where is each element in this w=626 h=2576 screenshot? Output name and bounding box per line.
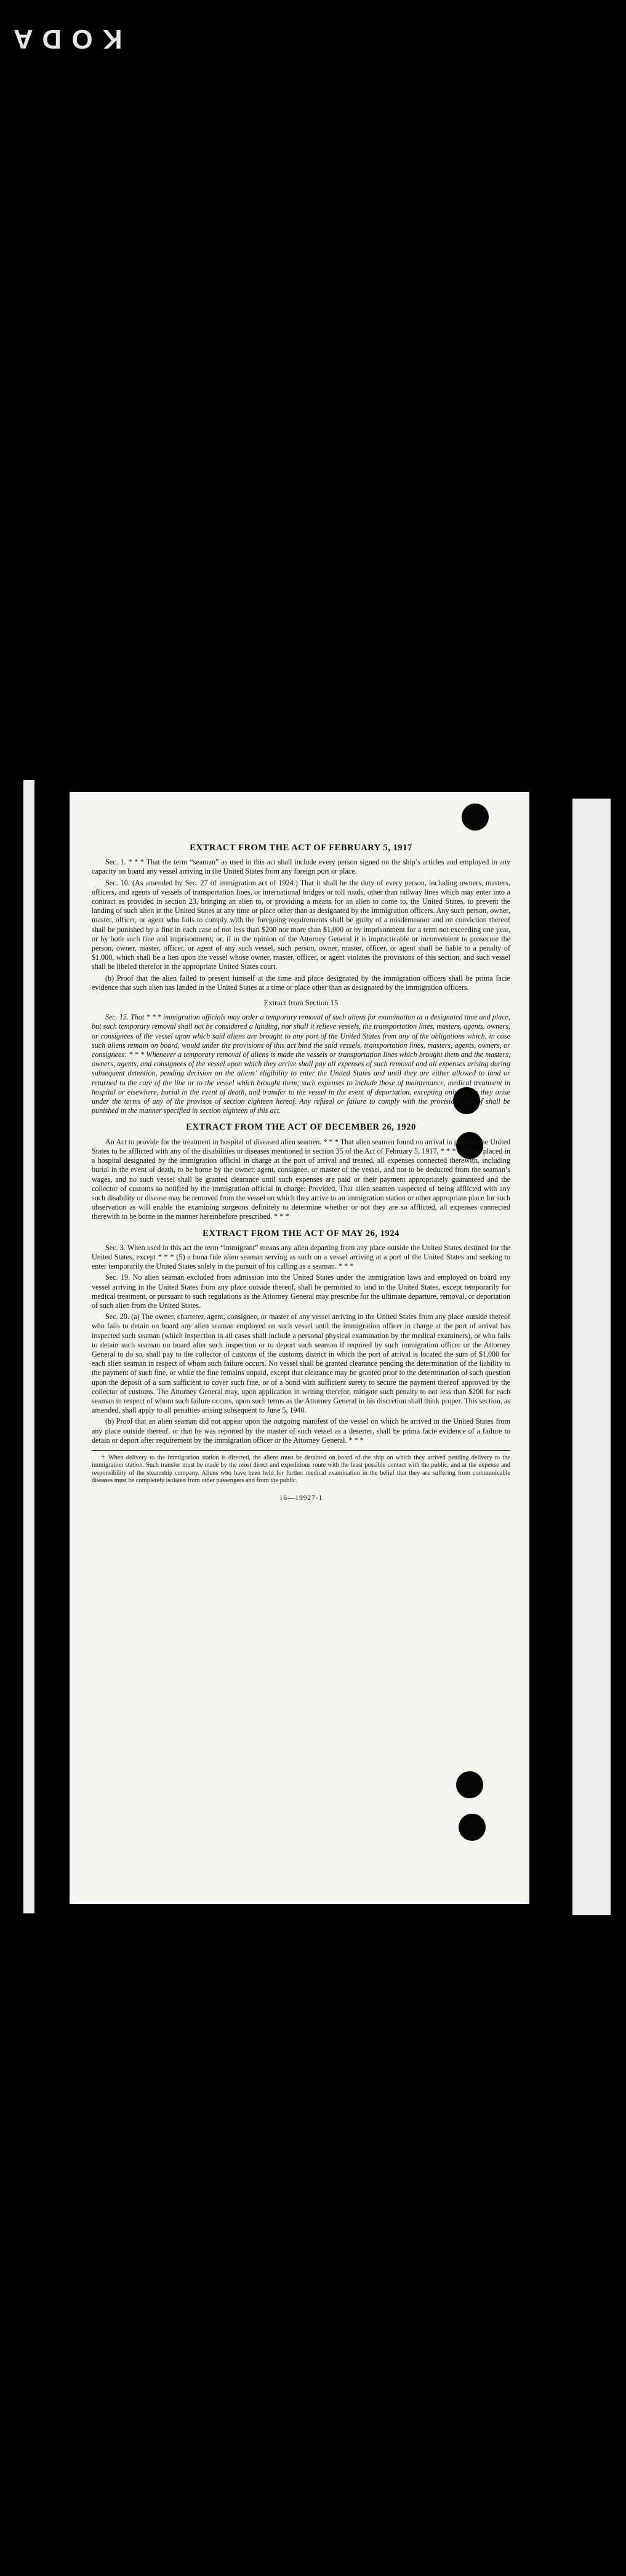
paragraph: (b) Proof that an alien seaman did not appear upon the outgoing manifest of the vessel on which he arrived in the United States from any place outside thereof, or that he was reported by the master of such vessel as a deserter, shall be prima facie evidence of a failure to detain or deport after requirement by the immigration officer or the Attorney General. * * * xyxy=(92,1417,510,1445)
punch-hole xyxy=(459,1814,486,1841)
paragraph: Sec. 20. (a) The owner, charterer, agent, consignee, or master of any vessel arriving in the United States from any place outside thereof who fails to detain on board any alien seaman employed on such vessel until the immigration officer in charge at the port of arrival has inspected such seaman (which inspection in all cases shall include a personal physical examination by the medical examiners), or who fails to detain such seaman on board after such inspection or to deport such seaman if required by such immigration officer or the Attorney General to do so, shall pay to the collector of customs of the customs district in which the port of arrival is located the sum of $1,000 for each alien seaman in respect of whom such failure occurs. No vessel shall be granted clearance pending the determination of the liability to the payment of such fine, or while the fine remains unpaid, except that clearance may be granted prior to the determination of such question upon the deposit of a sum sufficient to cover such fine, or of a bond with sufficient surety to secure the payment thereof approved by the collector of customs. The Attorney General may, upon application in writing therefor, mitigate such penalty to not less than $200 for each seaman in respect of whom such failure occurs, upon such terms as the Attorney General in his discretion shall think proper. This section, as amended, shall apply to all penalties arising subsequent to June 5, 1940. xyxy=(92,1312,510,1415)
document-text xyxy=(92,836,510,1503)
paragraph: Sec. 15. That * * * immigration officials may order a temporary removal of such aliens for examination at a designated time and place, but such temporary removal shall not be considered a landing, nor shall it relieve vessels, the transportation lines, masters, agents, owners, or consignees of the vessel upon which said aliens are brought to any port of the United States from any of the obligations which, in case such aliens remain on board, would under the provisions of this act bind the said vessels, transportation lines, masters, agents, owners, or consignees: * * * Whenever a temporary removal of aliens is made the vessels or transportation lines which brought them and the masters, owners, agents, and consignees of the vessel upon which they arrive shall pay all expenses of such removal and all expenses arising during subsequent detention, pending decision on the aliens’ eligibility to enter the United States and until they are either allowed to land or returned to the care of the line or to the vessel which brought them; such expenses to include those of maintenance, medical treatment in hospital or elsewhere, burial in the event of death, and transfer to the vessel in the event of deportation, excepting only where they arise under the terms of any of the provisos of section eighteen hereof. Any refusal or failure to comply with the provisions hereof shall be punished in the manner specified in section eighteen of this act. xyxy=(92,1013,510,1115)
page-number: 16—19927-1 xyxy=(279,1494,323,1502)
document-page xyxy=(70,792,529,1904)
paragraph: (b) Proof that the alien failed to present himself at the time and place designated by the immigration officers shall be prima facie evidence that such alien has landed in the United States at a time or place other than as designated by the immigration officers. xyxy=(92,973,510,992)
section-heading: EXTRACT FROM THE ACT OF DECEMBER 26, 1920 xyxy=(186,1122,416,1133)
punch-hole xyxy=(456,1771,483,1798)
paragraph: Sec. 1. * * * That the term “seaman” as used in this act shall include every person signed on the ship’s articles and employed in any capacity on board any vessel arriving in the United States from any foreign port or place. xyxy=(92,858,510,876)
section-heading: EXTRACT FROM THE ACT OF MAY 26, 1924 xyxy=(203,1228,399,1238)
adjacent-frame-left xyxy=(23,780,34,1913)
paragraph: Sec. 19. No alien seaman excluded from admission into the United States under the immigration laws and employed on board any vessel arriving in the United States from any place outside thereof, shall be permitted to land in the United States, except temporarily for medical treatment, or pursuant to such regulations as the Attorney General may prescribe for the ultimate departure, removal, or deportation of such alien from the United States. xyxy=(92,1273,510,1310)
punch-hole xyxy=(462,804,489,831)
section-heading: EXTRACT FROM THE ACT OF FEBRUARY 5, 1917 xyxy=(190,843,412,853)
adjacent-frame-right xyxy=(572,799,611,1915)
footnote-divider xyxy=(92,1450,510,1451)
kodak-edge-text: K O D A xyxy=(12,24,122,54)
footnote: † When delivery to the immigration station is directed, the aliens must be detained on board of the ship on which they arrived pending delivery to the immigration station. Such transfer must be made by the most direct and expeditious route with the least possible contact with the public, and at the expense and responsibility of the steamship company. Aliens who have been held for further medical examination in the belief that they are suffering from communicable diseases must be completely isolated from other passengers and from the public. xyxy=(92,1454,510,1485)
paragraph: An Act to provide for the treatment in hospital of diseased alien seamen. * * * That alien seamen found on arrival in ports of the United States to be afflicted with any of the disabilities or diseases mentioned in section 35 of the Act of February 5, 1917, * * * shall be placed in a hospital designated by the immigration official in charge at the port of arrival and treated, all expenses connected therewith, including burial in the event of death, to be borne by the owner, agent, consignee, or master of the vessel, and not to be deducted from the seaman’s wages, and no such vessel shall be granted clearance until such expenses are paid or their payment appropriately guaranteed and the collector of customs so notified by the immigration official in charge: Provided, That alien seamen suspected of being afflicted with any such disability or disease may be removed from the vessel on which they arrive to an immigration station or other appropriate place for such observation as will enable the examining surgeons definitely to determine whether or not they are so afflicted, all expenses connected therewith to be borne in the manner hereinbefore prescribed. * * * xyxy=(92,1137,510,1221)
paragraph: Sec. 10. (As amended by Sec. 27 of immigration act of 1924.) That it shall be the duty of every person, including owners, masters, officers, and agents of vessels of transportation lines, or international bridges or toll roads, other than railway lines which may enter into a contract as provided in section 23, bringing an alien to, or providing a means for an alien to come to, the United States, to prevent the landing of such alien in the United States at any time or place other than as designated by the immigration officers. Any such person, owner, master, officer, or agent who fails to comply with the foregoing requirements shall be guilty of a misdemeanor and on conviction thereof shall be punished by a fine in each case of not less than $200 nor more than $1,000 or by imprisonment for a term not exceeding one year, or by both such fine and imprisonment; or, if in the opinion of the Attorney General it is impracticable or inconvenient to prosecute the person, owner, master, officer, or agent of any such vessel, such person, owner, master, officer, or agent shall be liable to a penalty of $1,000, which shall be a lien upon the vessel whose owner, master, officer, or agent violates the provisions of this section, and such vessel shall be libeled therefor in the appropriate United States court. xyxy=(92,878,510,971)
subsection-heading: Extract from Section 15 xyxy=(263,999,339,1008)
paragraph: Sec. 3. When used in this act the term “immigrant” means any alien departing from any place outside the United States destined for the United States, except * * * (5) a bona fide alien seaman serving as such on a vessel arriving at a port of the United States and seeking to enter temporarily the United States solely in the pursuit of his calling as a seaman. * * * xyxy=(92,1243,510,1271)
